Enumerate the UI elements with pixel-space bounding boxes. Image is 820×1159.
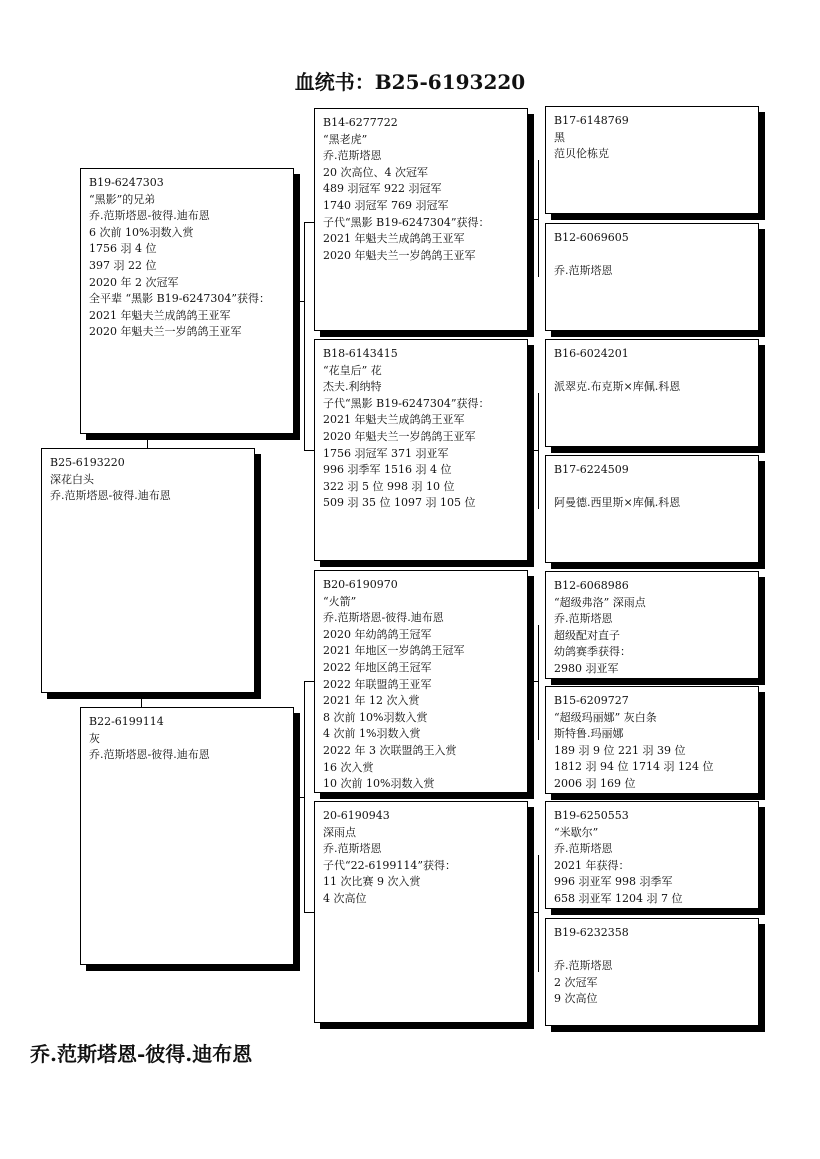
- card-line: B19-6250553: [554, 809, 629, 822]
- card-line: 20 次高位、4 次冠军: [323, 165, 428, 179]
- card-line: 2022 年 3 次联盟鸽王入赏: [323, 743, 457, 757]
- dam-dam-card: [314, 801, 528, 1023]
- card-line: 子代“黑影 B19-6247304”获得：: [323, 215, 490, 229]
- card-line: “火箭”: [323, 594, 357, 608]
- connector-dam-bracket: [304, 681, 305, 912]
- card-line: 乔.范斯塔恩: [554, 842, 613, 856]
- card-line: 20-6190943: [323, 809, 390, 822]
- card-line: 深雨点: [323, 825, 356, 839]
- card-line: “花皇后” 花: [323, 363, 382, 377]
- dam-card: [80, 707, 294, 965]
- card-line: “超级玛丽娜” 灰白条: [554, 710, 657, 724]
- card-line: 11 次比赛 9 次入赏: [323, 875, 421, 889]
- card-line: 派翠克.布克斯×库佩.科恩: [554, 380, 681, 394]
- card-line: 1812 羽 94 位 1714 羽 124 位: [554, 760, 714, 774]
- card-line: B25-6193220: [50, 456, 125, 469]
- card-line: 乔.范斯塔恩-彼得.迪布恩: [89, 209, 210, 223]
- connector-sire-to-grandparents: [294, 301, 304, 302]
- subject-bird-card: [41, 448, 255, 693]
- card-line: 2980 羽亚军: [554, 661, 619, 675]
- card-line: 2021 年地区一岁鸽鸽王冠军: [323, 644, 465, 658]
- card-line: 996 羽亚军 998 羽季军: [554, 875, 673, 889]
- card-line: 322 羽 5 位 998 羽 10 位: [323, 479, 455, 493]
- breeder-footer: 乔.范斯塔恩-彼得.迪布恩: [30, 1042, 253, 1066]
- connector-dam-sire: [304, 681, 314, 682]
- card-line: 6 次前 10%羽数入赏: [89, 225, 194, 239]
- card-line: 996 羽季军 1516 羽 4 位: [323, 463, 452, 477]
- card-line: 2021 年获得：: [554, 858, 630, 872]
- connector-dam-dam: [304, 912, 314, 913]
- connector-ds-to-bracket: [528, 681, 538, 682]
- card-line: 子代“黑影 B19-6247304”获得：: [323, 396, 490, 410]
- card-line: 1740 羽冠军 769 羽冠军: [323, 198, 449, 212]
- card-line: 1756 羽冠军 371 羽亚军: [323, 446, 449, 460]
- card-line: [554, 942, 750, 959]
- connector-sire-subject: [147, 434, 148, 448]
- card-line: 2020 年 2 次冠军: [89, 275, 179, 289]
- great-grandparent-card-dsd: [545, 686, 759, 794]
- card-line: 乔.范斯塔恩-彼得.迪布恩: [323, 611, 444, 625]
- connector-dd-to-bracket: [528, 912, 538, 913]
- card-line: [554, 363, 750, 380]
- page-title: 血统书：B25-6193220: [294, 70, 526, 94]
- connector-ss-bracket: [538, 160, 539, 277]
- card-line: B18-6143415: [323, 347, 398, 360]
- card-line: 8 次前 10%羽数入赏: [323, 710, 428, 724]
- card-line: 乔.范斯塔恩: [554, 959, 613, 973]
- card-line: 4 次高位: [323, 891, 367, 905]
- card-line: 子代“22-6199114”获得：: [323, 858, 456, 872]
- card-line: 2022 年地区鸽王冠军: [323, 660, 432, 674]
- card-line: 杰夫.利纳特: [323, 380, 382, 394]
- connector-sd-to-bracket: [528, 450, 538, 451]
- sire-sire-card: [314, 108, 528, 331]
- card-line: 489 羽冠军 922 羽冠军: [323, 182, 442, 196]
- great-grandparent-card-dss: [545, 571, 759, 679]
- card-line: 幼鸽赛季获得：: [554, 645, 631, 659]
- card-line: [554, 479, 750, 496]
- card-line: 2022 年联盟鸽王亚军: [323, 677, 432, 691]
- card-line: 2006 羽 169 位: [554, 776, 636, 790]
- card-line: B20-6190970: [323, 578, 398, 591]
- card-line: “黑老虎”: [323, 132, 368, 146]
- card-line: 乔.范斯塔恩: [554, 612, 613, 626]
- connector-dam-to-grandparents: [294, 797, 304, 798]
- card-line: 黑: [554, 130, 565, 144]
- card-line: 全平辈 “黑影 B19-6247304”获得：: [89, 292, 271, 306]
- connector-sd-bracket: [538, 393, 539, 509]
- card-line: B12-6069605: [554, 231, 629, 244]
- card-line: 189 羽 9 位 221 羽 39 位: [554, 743, 686, 757]
- card-line: B16-6024201: [554, 347, 629, 360]
- card-line: B19-6247303: [89, 176, 164, 189]
- card-line: 2021 年 12 次入赏: [323, 694, 420, 708]
- dam-sire-card: [314, 570, 528, 793]
- card-line: 509 羽 35 位 1097 羽 105 位: [323, 496, 476, 510]
- card-line: 1756 羽 4 位: [89, 242, 157, 256]
- card-line: 乔.范斯塔恩: [323, 149, 382, 163]
- card-line: B22-6199114: [89, 715, 164, 728]
- card-line: 2020 年魁夫兰一岁鸽鸽王亚军: [323, 429, 476, 443]
- card-line: 阿曼德.西里斯×库佩.科恩: [554, 496, 681, 510]
- card-line: 斯特鲁.玛丽娜: [554, 727, 624, 741]
- card-line: “超级弗洛” 深雨点: [554, 595, 646, 609]
- card-line: B12-6068986: [554, 579, 629, 592]
- card-line: “黑影”的兄弟: [89, 192, 156, 206]
- card-line: 乔.范斯塔恩-彼得.迪布恩: [50, 489, 171, 503]
- connector-subject-dam: [141, 693, 142, 707]
- great-grandparent-card-dds: [545, 801, 759, 909]
- card-line: 2021 年魁夫兰成鸽鸽王亚军: [323, 232, 465, 246]
- card-line: [554, 247, 750, 264]
- card-line: 2020 年魁夫兰一岁鸽鸽王亚军: [89, 325, 242, 339]
- great-grandparent-card-ddd: [545, 918, 759, 1026]
- card-line: 乔.范斯塔恩: [323, 842, 382, 856]
- sire-card: [80, 168, 294, 434]
- connector-sire-bracket: [304, 222, 305, 450]
- great-grandparent-card-sdd: [545, 455, 759, 563]
- card-line: 超级配对直子: [554, 628, 620, 642]
- card-line: 4 次前 1%羽数入赏: [323, 727, 421, 741]
- card-line: 2021 年魁夫兰成鸽鸽王亚军: [323, 413, 465, 427]
- card-line: 2020 年幼鸽鸽王冠军: [323, 627, 432, 641]
- card-line: B17-6224509: [554, 463, 629, 476]
- card-line: 范贝伦栋克: [554, 147, 609, 161]
- card-line: “米歇尔”: [554, 825, 599, 839]
- card-line: 2021 年魁夫兰成鸽鸽王亚军: [89, 308, 231, 322]
- great-grandparent-card-ssd: [545, 223, 759, 331]
- card-line: B19-6232358: [554, 926, 629, 939]
- connector-sire-sire: [304, 222, 314, 223]
- card-line: 397 羽 22 位: [89, 258, 157, 272]
- connector-sire-dam: [304, 450, 314, 451]
- connector-ds-bracket: [538, 625, 539, 740]
- card-line: 10 次前 10%羽数入赏: [323, 777, 435, 791]
- great-grandparent-card-sds: [545, 339, 759, 447]
- card-line: 乔.范斯塔恩: [554, 264, 613, 278]
- card-line: 2 次冠军: [554, 975, 598, 989]
- card-line: 658 羽亚军 1204 羽 7 位: [554, 891, 683, 905]
- card-line: 乔.范斯塔恩-彼得.迪布恩: [89, 748, 210, 762]
- card-line: B14-6277722: [323, 116, 398, 129]
- card-line: B17-6148769: [554, 114, 629, 127]
- card-line: 16 次入赏: [323, 760, 374, 774]
- card-line: 2020 年魁夫兰一岁鸽鸽王亚军: [323, 248, 476, 262]
- card-line: B15-6209727: [554, 694, 629, 707]
- connector-dd-bracket: [538, 855, 539, 972]
- card-line: 深花白头: [50, 472, 94, 486]
- connector-ss-to-bracket: [528, 219, 538, 220]
- sire-dam-card: [314, 339, 528, 561]
- card-line: 灰: [89, 731, 100, 745]
- great-grandparent-card-sss: [545, 106, 759, 214]
- card-line: 9 次高位: [554, 992, 598, 1006]
